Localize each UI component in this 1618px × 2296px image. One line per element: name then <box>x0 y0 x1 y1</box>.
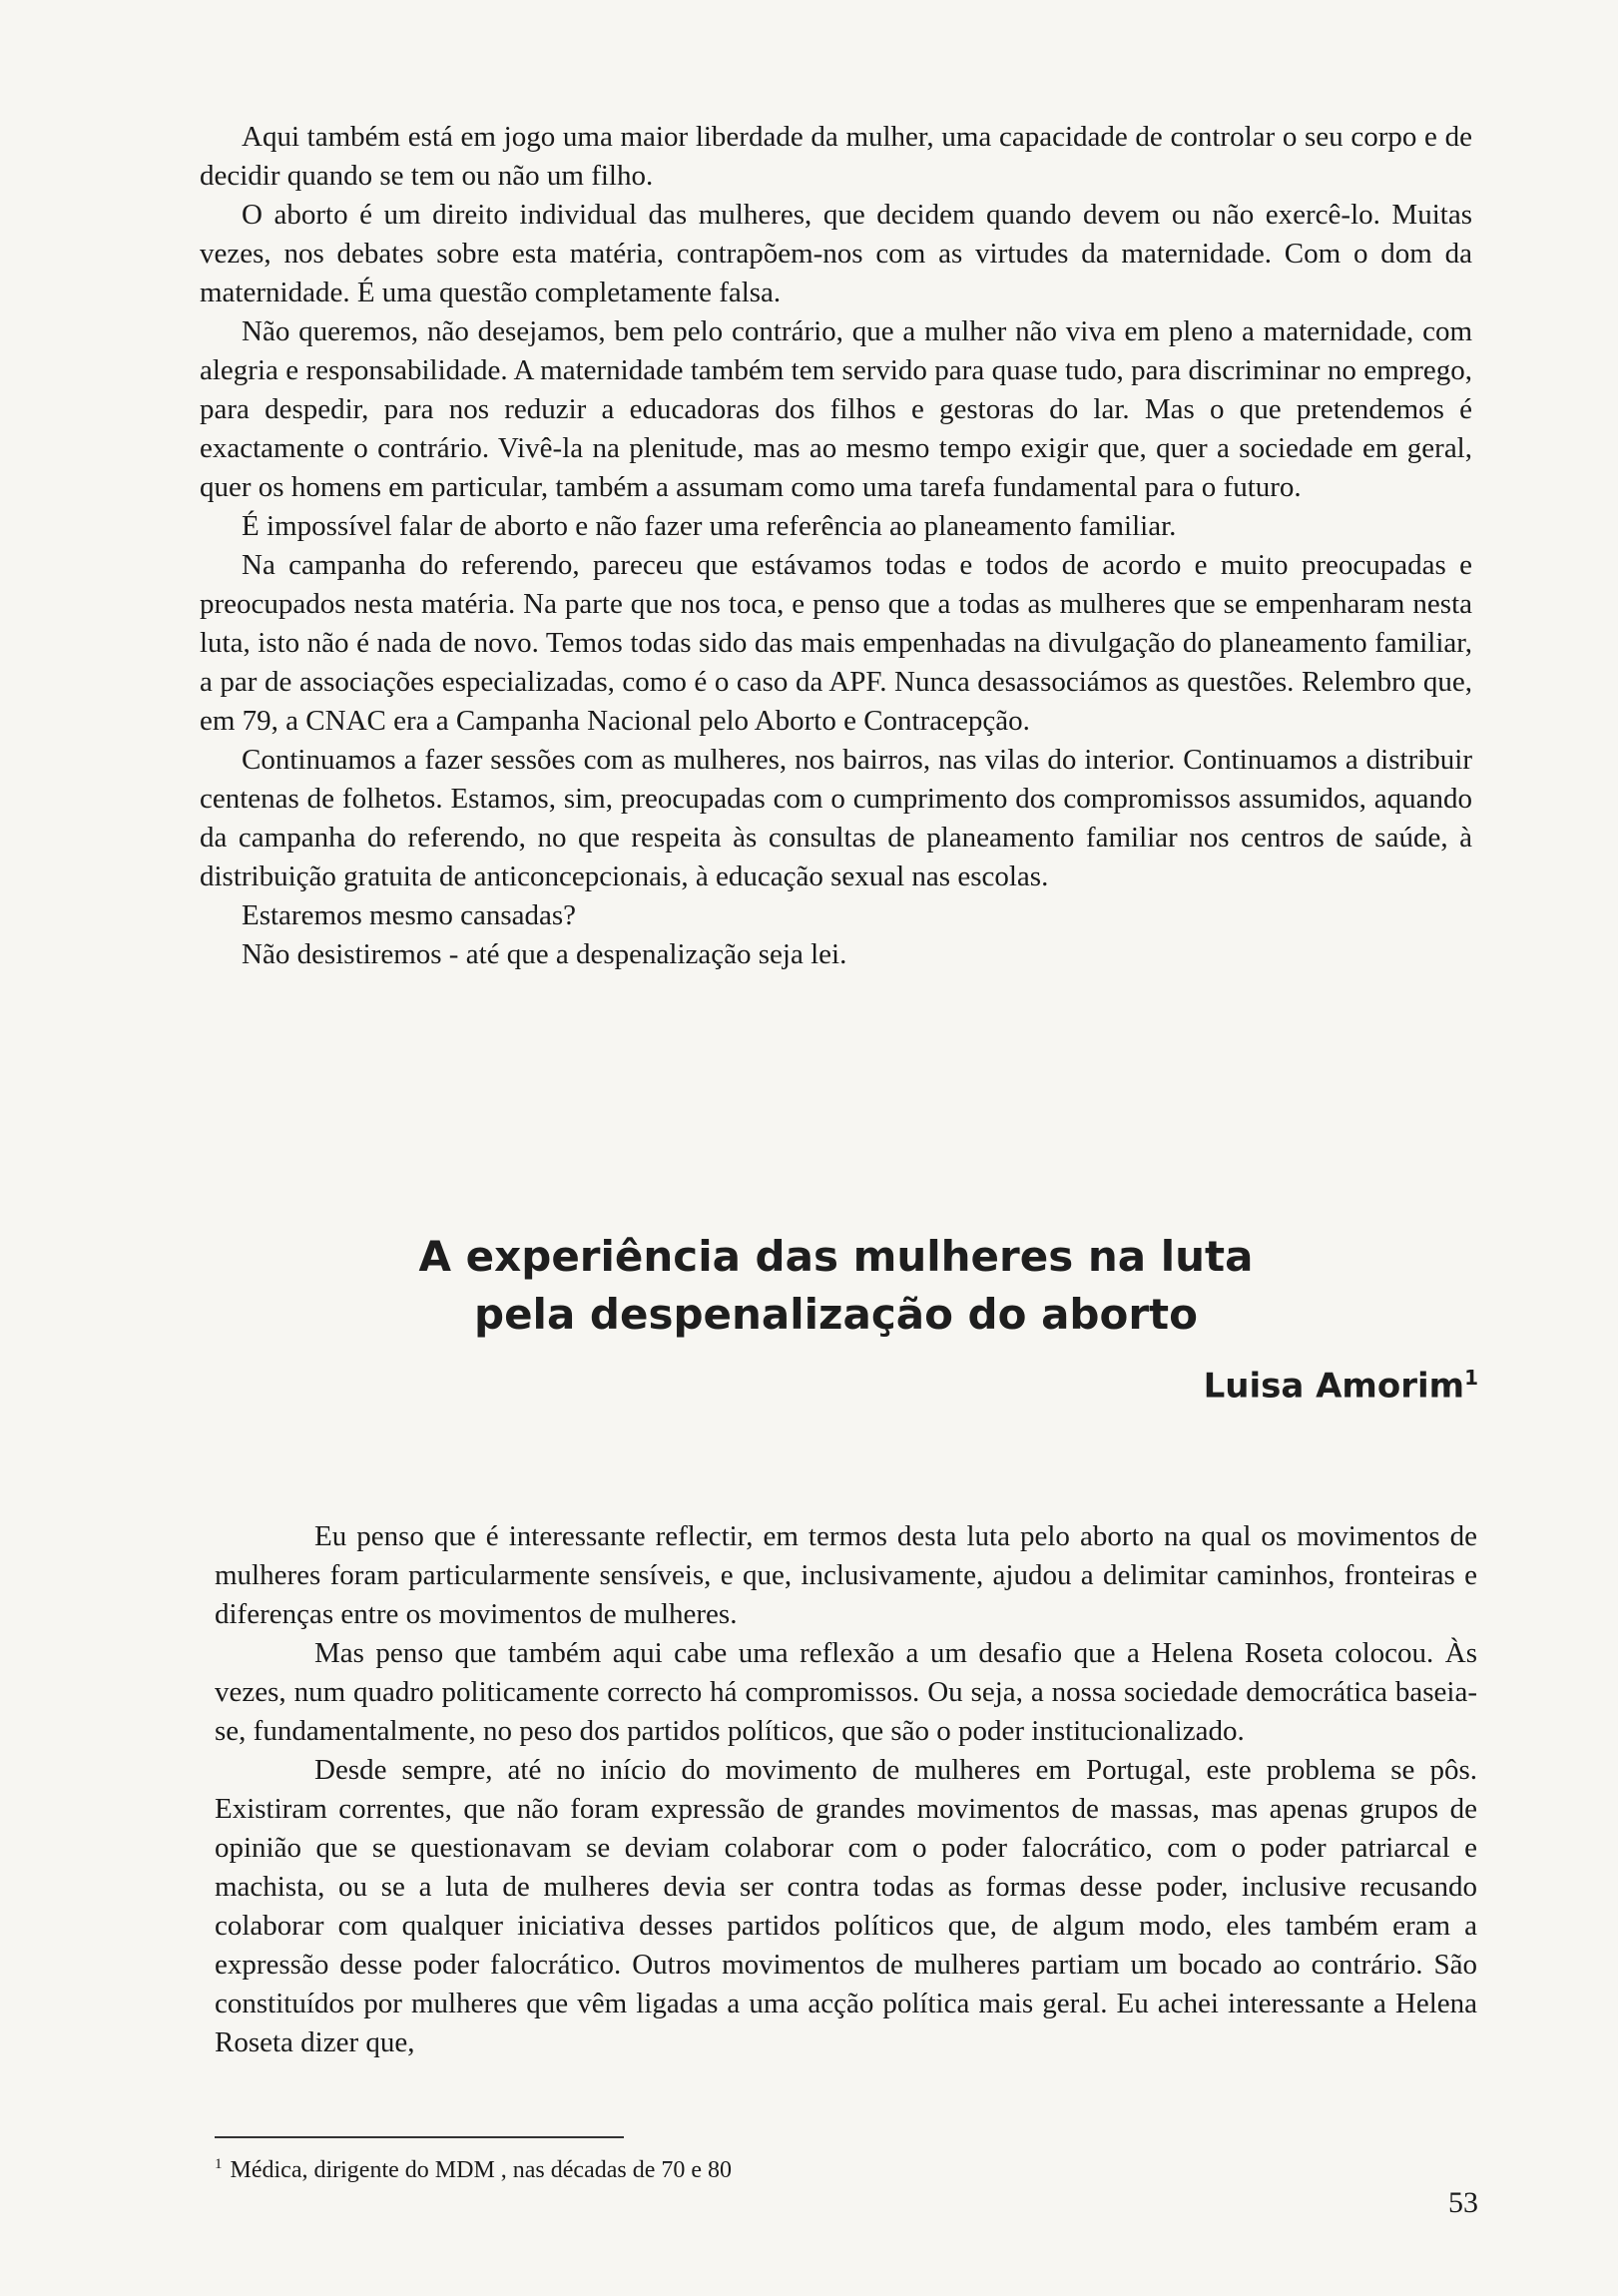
continued-text-block <box>200 118 1472 974</box>
paragraph: Eu penso que é interessante reflectir, em termos desta luta pelo aborto na qual os movimentos de mulheres foram particularmente sensíveis, e que, inclusivamente, ajudou a delimitar caminhos, fronteiras e diferenças entre os movimentos de mulheres. <box>215 1520 1477 1630</box>
footnote-divider <box>215 2136 624 2138</box>
paragraph: Continuamos a fazer sessões com as mulheres, nos bairros, nas vilas do interior. Continuamos a distribuir centenas de folhetos. Estamos, sim, preocupadas com o cumprimento dos compromissos assumidos, aquando da campanha do referendo, no que respeita às consultas de planeamento familiar nos centros de saúde, à distribuição gratuita de anticoncepcionais, à educação sexual nas escolas. <box>200 744 1472 892</box>
paragraph: Aqui também está em jogo uma maior liberdade da mulher, uma capacidade de controlar o seu corpo e de decidir quando se tem ou não um filho. <box>200 121 1472 192</box>
article-title <box>200 1228 1472 1344</box>
paragraph: Desde sempre, até no início do movimento de mulheres em Portugal, este problema se pôs. Existiram correntes, que não foram expressão de grandes movimentos de massas, mas apenas grupos de opinião que se questionavam se deviam colaborar com o poder falocrático, com o poder patriarcal e machista, ou se a luta de mulheres devia ser contra todas as formas desse poder, inclusive recusando colaborar com qualquer iniciativa desses partidos políticos que, de algum modo, eles também eram a expressão desse poder falocrático. Outros movimentos de mulheres partiam um bocado ao contrário. São constituídos por mulheres que vêm ligadas a uma acção política mais geral. Eu achei interessante a Helena Roseta dizer que, <box>215 1754 1477 2058</box>
paragraph: Na campanha do referendo, pareceu que estávamos todas e todos de acordo e muito preocupadas e preocupados nesta matéria. Na parte que nos toca, e penso que a todas as mulheres que se empenharam nesta luta, isto não é nada de novo. Temos todas sido das mais empenhadas na divulgação do planeamento familiar, a par de associações especializadas, como é o caso da APF. Nunca desassociámos as questões. Relembro que, em 79, a CNAC era a Campanha Nacional pelo Aborto e Contracepção. <box>200 549 1472 737</box>
paragraph: Não queremos, não desejamos, bem pelo contrário, que a mulher não viva em pleno a maternidade, com alegria e responsabilidade. A maternidade também tem servido para quase tudo, para discriminar no emprego, para despedir, para nos reduzir a educadoras dos filhos e gestoras do lar. Mas o que pretendemos é exactamente o contrário. Vivê-la na plenitude, mas ao mesmo tempo exigir que, quer a sociedade em geral, quer os homens em particular, também a assumam como uma tarefa fundamental para o futuro. <box>200 315 1472 503</box>
footnote-text: Médica, dirigente do MDM , nas décadas de 70 e 80 <box>230 2157 733 2183</box>
author-name: Luisa Amorim <box>1203 1366 1465 1407</box>
paragraph: Estaremos mesmo cansadas? <box>242 899 577 931</box>
paragraph: Mas penso que também aqui cabe uma reflexão a um desafio que a Helena Roseta colocou. Às vezes, num quadro politicamente correcto há compromissos. Ou seja, a nossa sociedade democrática baseia-se, fundamentalmente, no peso dos partidos políticos, que são o poder institucionalizado. <box>215 1637 1477 1747</box>
article-author <box>1204 1366 1478 1406</box>
article-body <box>215 1517 1477 2062</box>
article-title-line-1: A experiência das mulheres na luta <box>418 1232 1254 1281</box>
author-footnote-marker: 1 <box>1464 1366 1478 1390</box>
paragraph: É impossível falar de aborto e não fazer uma referência ao planeamento familiar. <box>242 510 1177 542</box>
footnote-marker: 1 <box>215 2156 223 2172</box>
paragraph: O aborto é um direito individual das mulheres, que decidem quando devem ou não exercê-lo. Muitas vezes, nos debates sobre esta matéria, contrapõem-nos com as virtudes da maternidade. Com o dom da maternidade. É uma questão completamente falsa. <box>200 199 1472 308</box>
paragraph: Não desistiremos - até que a despenalização seja lei. <box>242 938 847 970</box>
page-number: 53 <box>1448 2186 1478 2219</box>
article-title-line-2: pela despenalização do aborto <box>474 1290 1198 1339</box>
footnote <box>215 2148 1113 2186</box>
